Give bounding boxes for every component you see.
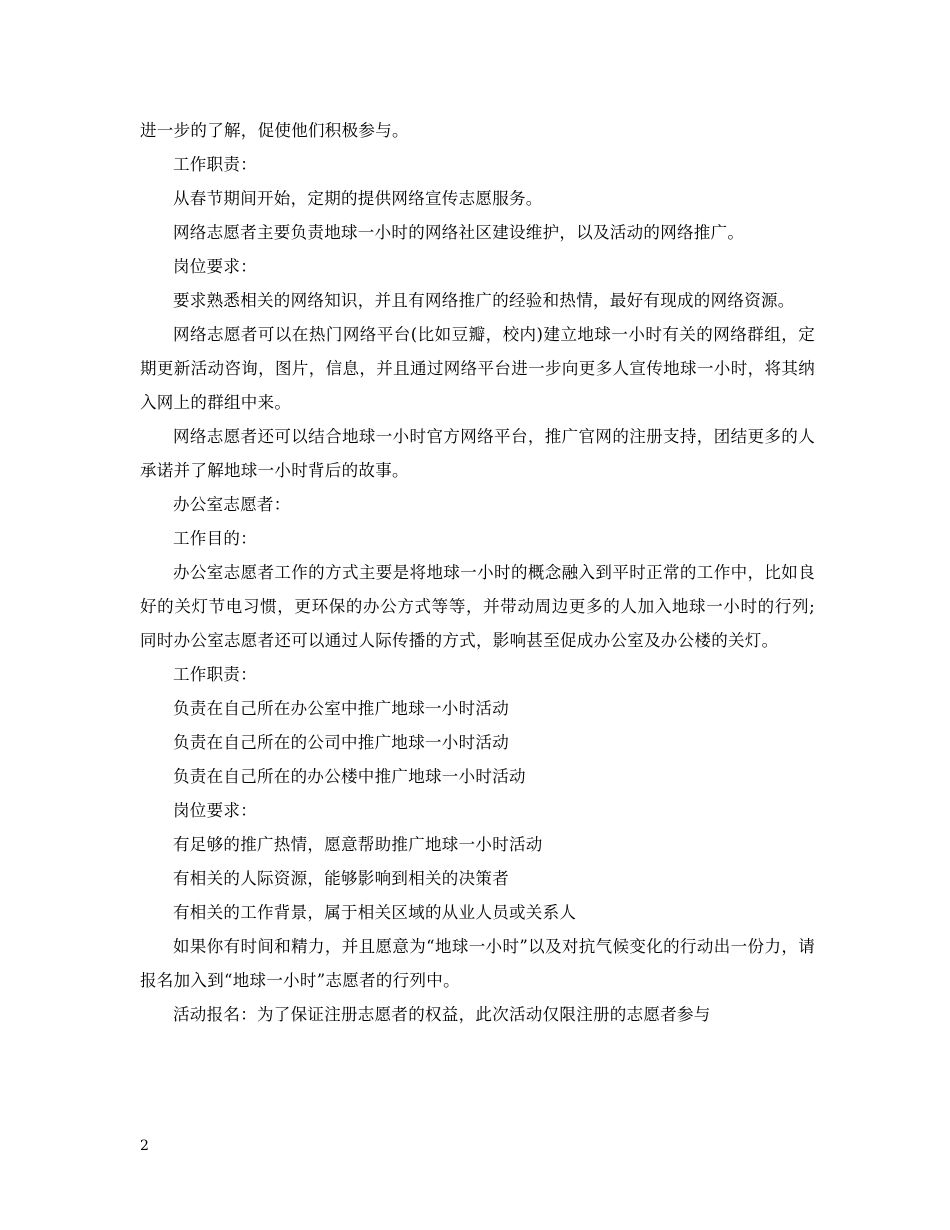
list-item-requirement-enthusiasm: 有足够的推广热情，愿意帮助推广地球一小时活动 [173, 835, 543, 854]
document-body [140, 114, 815, 1032]
paragraph-network-platform: 网络志愿者可以在热门网络平台(比如豆瓣，校内)建立地球一小时有关的网络群组，定期更新活动咨询，图片，信息，并且通过网络平台进一步向更多人宣传地球一小时，将其纳入网上的群组中来。 [140, 325, 815, 412]
heading-job-duties-office: 工作职责： [173, 665, 257, 684]
paragraph-duty-spring: 从春节期间开始，定期的提供网络宣传志愿服务。 [173, 189, 543, 208]
paragraph-official-platform: 网络志愿者还可以结合地球一小时官方网络平台，推广官网的注册支持，团结更多的人承诺并了解地球一小时背后的故事。 [140, 427, 815, 480]
list-item-duty-building: 负责在自己所在的办公楼中推广地球一小时活动 [173, 767, 526, 786]
paragraph-call-to-action: 如果你有时间和精力，并且愿意为“地球一小时”以及对抗气候变化的行动出一份力，请报名加入到“地球一小时”志愿者的行列中。 [140, 937, 815, 990]
paragraph-registration: 活动报名：为了保证注册志愿者的权益，此次活动仅限注册的志愿者参与 [173, 1005, 711, 1024]
heading-requirements: 岗位要求： [173, 257, 257, 276]
paragraph-office-purpose: 办公室志愿者工作的方式主要是将地球一小时的概念融入到平时正常的工作中，比如良好的关灯节电习惯，更环保的办公方式等等，并带动周边更多的人加入地球一小时的行列;同时办公室志愿者还可以通过人际传播的方式，影响甚至促成办公室及办公楼的关灯。 [140, 563, 815, 650]
list-item-duty-company: 负责在自己所在的公司中推广地球一小时活动 [173, 733, 509, 752]
paragraph-duty-network: 网络志愿者主要负责地球一小时的网络社区建设维护，以及活动的网络推广。 [173, 223, 745, 242]
heading-work-purpose: 工作目的： [173, 529, 257, 548]
heading-job-duties: 工作职责： [173, 155, 257, 174]
list-item-requirement-resources: 有相关的人际资源，能够影响到相关的决策者 [173, 869, 509, 888]
list-item-duty-office: 负责在自己所在办公室中推广地球一小时活动 [173, 699, 509, 718]
paragraph-requirement-network: 要求熟悉相关的网络知识，并且有网络推广的经验和热情，最好有现成的网络资源。 [173, 291, 795, 310]
page-number: 2 [140, 1138, 149, 1154]
paragraph-continued-intro: 进一步的了解，促使他们积极参与。 [140, 121, 409, 140]
heading-requirements-office: 岗位要求： [173, 801, 257, 820]
list-item-requirement-background: 有相关的工作背景，属于相关区域的从业人员或关系人 [173, 903, 577, 922]
heading-office-volunteer: 办公室志愿者： [173, 495, 291, 514]
